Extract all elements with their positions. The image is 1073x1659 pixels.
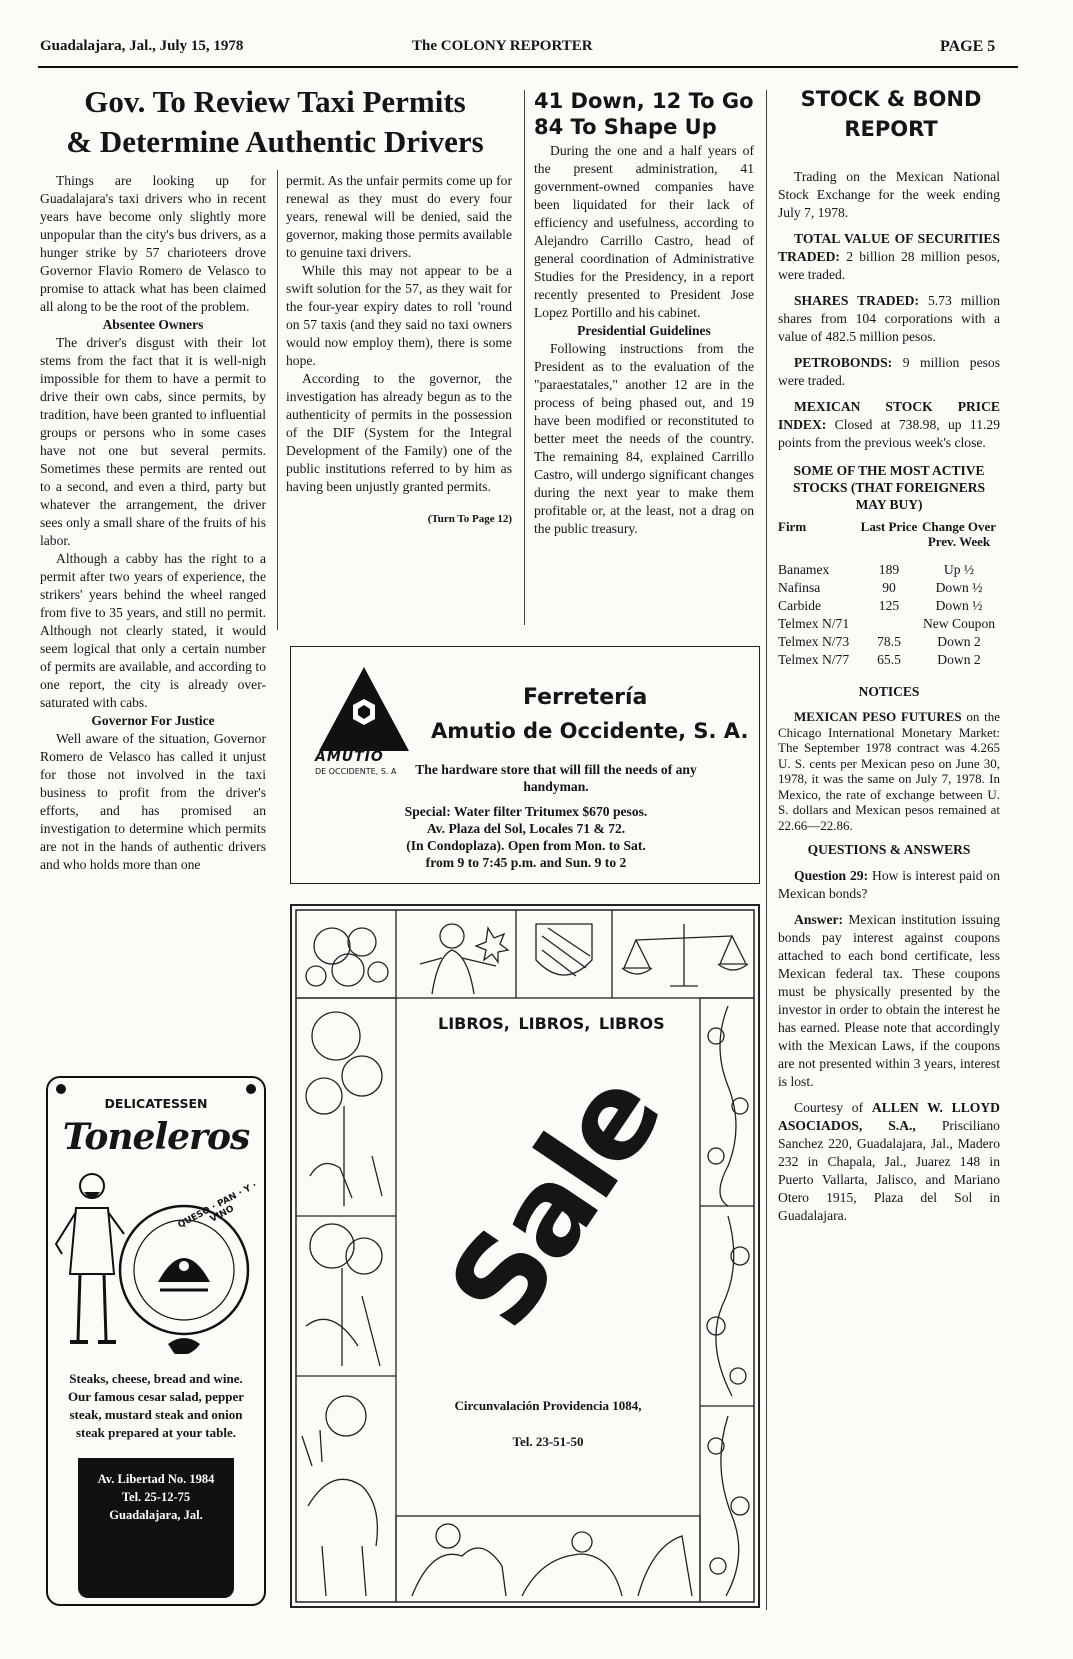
- stock-shares-label: SHARES TRADED:: [794, 293, 920, 308]
- taxi-paragraph: While this may not appear to be a swift solution for the 57, as they wait for the four-year expiry dates to roll 'round on 57 taxis (and they said no taxi owners would now employ them), there is some hope.: [286, 263, 512, 368]
- row-change: Up ½: [943, 562, 975, 577]
- courtesy-name: ALLEN W. LLOYD ASOCIADOS, S.A.,: [778, 1100, 1000, 1133]
- toneleros-address-panel: [78, 1458, 234, 1598]
- taxi-paragraph: According to the governor, the investigation has already begun as to the authenticity of permits in the possession of the DIF (System for the Integral Development of the Family) one of the public institutions referred to by him as having been unjustly granted permits.: [286, 371, 512, 494]
- stock-headline-line2: REPORT: [844, 117, 938, 141]
- taxi-column-2: [286, 172, 512, 528]
- taxi-headline-line2: & Determine Authentic Drivers: [66, 124, 484, 159]
- stock-total-value: [778, 230, 1000, 284]
- taxi-headline-line1: Gov. To Review Taxi Permits: [84, 84, 466, 119]
- corner-dot-icon: [56, 1084, 66, 1094]
- scales-icon: [622, 924, 748, 986]
- toneleros-name: Toneleros: [62, 1116, 250, 1158]
- stock-index-label: MEXICAN STOCK PRICE INDEX:: [778, 399, 1000, 432]
- stock-index-text: Closed at 738.98, up 11.29 points from the previous week's close.: [778, 417, 1000, 450]
- notice-text: on the Chicago International Monetary Market: The September 1978 contract was 4.265 U. S. cents per Mexican peso on June 30, 1978, it was the same on July 7, 1978. In Mexico, the rate of exchange between U. S. dollars and Mexican pesos remained at 22.66—22.86.: [778, 709, 1001, 833]
- tree-icon: [306, 1224, 382, 1366]
- ferreteria-name: Ferretería: [523, 685, 648, 710]
- col-last-price: Last Price: [860, 519, 918, 534]
- row-firm: Telmex N/77: [778, 652, 850, 667]
- table-row: [778, 651, 1000, 669]
- page-number: PAGE 5: [940, 38, 996, 55]
- table-header-row: [778, 519, 1000, 549]
- col-change: Change Over Prev. Week: [921, 519, 997, 549]
- stock-price-index: [778, 398, 1000, 452]
- active-stocks-table: [778, 519, 1000, 669]
- courtesy: [778, 1099, 1000, 1225]
- libros-title: LIBROS, LIBROS, LIBROS: [438, 1014, 665, 1033]
- ferreteria-address: Av. Plaza del Sol, Locales 71 & 72.: [426, 821, 626, 836]
- toneleros-tel: Tel. 25-12-75: [121, 1490, 191, 1504]
- chef-icon: [56, 1174, 124, 1342]
- companies-story: [534, 142, 754, 538]
- row-price: 125: [878, 598, 900, 613]
- stock-petrobonds: [778, 354, 1000, 390]
- row-change: New Coupon: [922, 616, 996, 631]
- stock-report: [778, 168, 1000, 1225]
- table-row: [778, 561, 1000, 579]
- qa-title: QUESTIONS & ANSWERS: [807, 842, 971, 857]
- stock-headline-line1: STOCK & BOND: [800, 87, 982, 111]
- row-firm: Carbide: [778, 598, 822, 613]
- taxi-subhead-absentee: Absentee Owners: [102, 317, 204, 332]
- taxi-headline: [40, 82, 510, 162]
- stock-total-label: TOTAL VALUE OF SECURITIES TRADED:: [778, 231, 1000, 264]
- notice-label: MEXICAN PESO FUTURES: [794, 709, 962, 724]
- row-price: 90: [882, 580, 896, 595]
- row-firm: Banamex: [778, 562, 830, 577]
- table-row: [778, 615, 1000, 633]
- column-divider: [524, 90, 525, 625]
- answer-text: Mexican institution issuing bonds pay interest against coupons attached to each bond certificate, less Mexican federal tax. These coupons must be physically presented by the investor in order to obtain the interest he has earned. Please note that accordingly with the Mexican Laws, if the coupons are not presented within 3 years, interest is lost.: [778, 912, 1000, 1089]
- toneleros-address: Av. Libertad No. 1984: [97, 1472, 215, 1486]
- libros-address: Circunvalación Providencia 1084,: [454, 1398, 642, 1413]
- taxi-paragraph: Things are looking up for Guadalajara's taxi drivers who in recent years have become only slightly more unpopular than the city's bus drivers, as a hunger strike by 57 charioteers drove Governor Flavio Romero de Velasco to promise to attack what has been claimed all along to be the root of the problem.: [40, 173, 266, 314]
- row-price: 78.5: [877, 634, 901, 649]
- delicatessen-label: DELICATESSEN: [104, 1096, 208, 1111]
- table-row: [778, 633, 1000, 651]
- column-divider: [277, 170, 278, 630]
- row-firm: Telmex N/73: [778, 634, 850, 649]
- stock-shares-text: 5.73 million shares from 104 corporations with a value of 482.5 million pesos.: [778, 293, 1000, 344]
- amutio-logo-text: AMUTIO: [315, 749, 384, 765]
- toneleros-city: Guadalajara, Jal.: [109, 1508, 203, 1522]
- row-price: 65.5: [877, 652, 901, 667]
- row-firm: Telmex N/71: [778, 616, 850, 631]
- row-change: Down 2: [937, 652, 981, 667]
- amutio-triangle-logo: [317, 665, 411, 753]
- vine-icon: [707, 1006, 749, 1596]
- row-firm: Nafinsa: [778, 580, 821, 595]
- table-row: [778, 579, 1000, 597]
- notices-title: NOTICES: [858, 684, 920, 699]
- figure-icon: [420, 924, 508, 994]
- taxi-column-1: [40, 172, 266, 874]
- peso-futures-notice: [778, 709, 1000, 833]
- courtesy-pre: Courtesy of: [794, 1100, 864, 1115]
- turn-to-page: (Turn To Page 12): [427, 513, 512, 525]
- dateline: Guadalajara, Jal., July 15, 1978: [40, 38, 244, 54]
- ferreteria-company: Amutio de Occidente, S. A.: [431, 719, 749, 743]
- paper-name: The COLONY REPORTER: [412, 38, 593, 54]
- companies-subhead: Presidential Guidelines: [577, 323, 711, 338]
- ferreteria-ad: [290, 646, 760, 884]
- row-change: Down ½: [935, 580, 983, 595]
- libros-tel: Tel. 23-51-50: [512, 1434, 584, 1449]
- stock-total-text: 2 billion 28 million pesos, were traded.: [778, 249, 1000, 282]
- companies-headline-line1: 41 Down, 12 To Go: [534, 89, 754, 113]
- row-change: Down 2: [937, 634, 981, 649]
- seal-text: QUESO · PAN · Y · VINO: [176, 1180, 259, 1231]
- stock-headline: [778, 84, 1004, 144]
- question-label: Question 29:: [794, 868, 869, 883]
- stock-shares-traded: [778, 292, 1000, 346]
- courtesy-address: Prisciliano Sanchez 220, Guadalajara, Jal., Madero 232 in Chapala, Jal., Juarez 148 in Puerto Vallarta, Jalisco, and Mariano Otero 1915, Plaza del Sol in Guadalajara.: [778, 1118, 1000, 1223]
- taxi-paragraph: Although a cabby has the right to a permit after two years of experience, the strikers' years behind the wheel ranged from five to 35 years, and still no permit. Although not clearly stated, it would seem logical that only a certain number of permits are available, and according to one report, the city is already over-saturated with cabs.: [40, 551, 266, 710]
- ferreteria-hours: (In Condoplaza). Open from Mon. to Sat.: [406, 838, 646, 853]
- header-rule: [38, 66, 1018, 68]
- taxi-subhead-governor: Governor For Justice: [91, 713, 215, 728]
- taxi-paragraph: permit. As the unfair permits come up for renewal as they must do every four years, renewal will be denied, said the governor, making those permits available to genuine taxi drivers.: [286, 173, 512, 260]
- companies-headline-line2: 84 To Shape Up: [534, 115, 717, 139]
- column-divider: [766, 90, 767, 1610]
- stock-petro-text: 9 million pesos were traded.: [778, 355, 1001, 388]
- answer: [778, 911, 1000, 1091]
- row-change: Down ½: [935, 598, 983, 613]
- libros-ad: [290, 904, 760, 1608]
- active-stocks-title: SOME OF THE MOST ACTIVE STOCKS (THAT FOREIGNERS MAY BUY): [792, 463, 986, 512]
- table-row: [778, 597, 1000, 615]
- toneleros-ad: [46, 1076, 266, 1606]
- question: [778, 867, 1000, 903]
- companies-paragraph: During the one and a half years of the present administration, 41 government-owned companies have been liquidated for their lack of efficiency and usefulness, according to Alejandro Carrillo Castro, head of general coordination of Administrative Studies for the Presidency, in a report recently presented to President Jose Lopez Portillo and his cabinet.: [534, 143, 754, 320]
- stock-petro-label: PETROBONDS:: [794, 355, 893, 370]
- corner-dot-icon: [246, 1084, 256, 1094]
- answer-label: Answer:: [794, 912, 844, 927]
- stock-intro: Trading on the Mexican National Stock Exchange for the week ending July 7, 1978.: [778, 169, 1000, 220]
- companies-paragraph: Following instructions from the President as to the evaluation of the "paraestatales," another 12 are in the process of being phased out, and 19 have been modified or reconstituted to better meet the needs of the country. The remaining 84, explained Carrillo Castro, will undergo significant changes during the next year to make them profitable or, at the least, not a drag on the public treasury.: [534, 341, 754, 536]
- taxi-paragraph: Well aware of the situation, Governor Romero de Velasco has called it unjust for those not involved in the taxi business to profit from the driver's efforts, and has promised an investigation to determine which permits are not in the hands of authentic drivers and who holds more than one: [40, 731, 266, 872]
- ferreteria-tagline: The hardware store that will fill the needs of any handyman.: [415, 762, 697, 794]
- toneleros-description: Steaks, cheese, bread and wine. Our famous cesar salad, pepper steak, mustard steak and onion steak prepared at your table.: [67, 1371, 245, 1440]
- question-text: How is interest paid on Mexican bonds?: [778, 868, 1000, 901]
- taxi-paragraph: The driver's disgust with their lot stems from the fact that it is well-nigh impossible for them to have a permit to drive their own cabs, since permits, by tradition, have been granted to influential groups or persons who in some cases have not one but several permits. Sometimes these permits are rented out to a second, and even a third, party but whatever the arrangement, the driver sees only a small share of the fruits of his labor.: [40, 335, 266, 548]
- row-price: 189: [878, 562, 900, 577]
- tree-icon: [306, 1012, 382, 1206]
- animal-icon: [412, 1524, 692, 1596]
- sale-text: Sale: [422, 1051, 687, 1352]
- ferreteria-hours: from 9 to 7:45 p.m. and Sun. 9 to 2: [425, 855, 627, 870]
- row-price: [860, 615, 918, 633]
- col-firm: Firm: [778, 519, 807, 534]
- ferreteria-special: Special: Water filter Tritumex $670 pesos.: [404, 804, 648, 819]
- animal-icon: [302, 1396, 377, 1596]
- foliage-icon: [306, 928, 388, 986]
- amutio-logo-sub: DE OCCIDENTE, S. A: [315, 767, 397, 776]
